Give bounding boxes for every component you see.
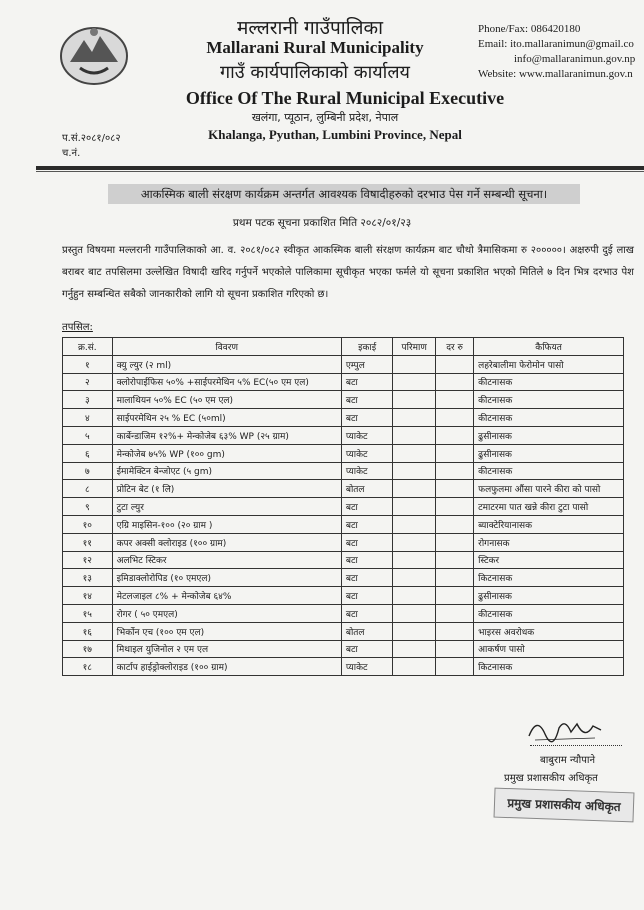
cell-quantity — [393, 462, 435, 480]
cell-description: मेन्कोजेब ७५% WP (१०० gm) — [112, 444, 341, 462]
cell-sn: ११ — [63, 533, 113, 551]
cell-description: साईपरमेथिन २५ % EC (५०ml) — [112, 409, 341, 427]
reference-block — [62, 131, 121, 161]
cell-quantity — [393, 444, 435, 462]
cell-rate — [435, 515, 473, 533]
cell-unit: बटा — [341, 640, 393, 658]
table-row — [63, 409, 624, 427]
cell-remarks: कीटनासक — [474, 462, 624, 480]
emblem-icon — [58, 22, 130, 86]
cell-sn: ३ — [63, 391, 113, 409]
cell-rate — [435, 658, 473, 676]
col-remarks: कैफियत — [474, 338, 624, 356]
cell-sn: १३ — [63, 569, 113, 587]
cell-description: ईमामेक्टिन बेन्जोएट (५ gm) — [112, 462, 341, 480]
publish-date: प्रथम पटक सूचना प्रकाशित मिति २०८२/०१/२३ — [232, 217, 412, 229]
col-quantity: परिमाण — [393, 338, 435, 356]
header-divider-thin — [36, 171, 644, 172]
cell-quantity — [393, 409, 435, 427]
address-np: खलंगा, प्यूठान, लुम्बिनी प्रदेश, नेपाल — [251, 111, 399, 124]
official-stamp: प्रमुख प्रशासकीय अधिकृत — [494, 788, 635, 823]
cell-rate — [435, 480, 473, 498]
cell-rate — [435, 604, 473, 622]
cell-sn: ७ — [63, 462, 113, 480]
cell-description: अलभिट स्टिकर — [112, 551, 341, 569]
cell-description: टुटा ल्युर — [112, 498, 341, 516]
cell-sn: १७ — [63, 640, 113, 658]
cell-quantity — [393, 515, 435, 533]
cell-description: मालाथियन ५०% EC (५० एम एल) — [112, 391, 341, 409]
address-en: Khalanga, Pyuthan, Lumbini Province, Nepal — [208, 127, 462, 142]
cell-unit: बटा — [341, 391, 393, 409]
table-row — [63, 426, 624, 444]
cell-rate — [435, 551, 473, 569]
cell-rate — [435, 640, 473, 658]
cell-sn: ८ — [63, 480, 113, 498]
cell-quantity — [393, 355, 435, 373]
cell-quantity — [393, 373, 435, 391]
cell-description: मिथाइल युजिनोल २ एम एल — [112, 640, 341, 658]
municipality-name-np: मल्लरानी गाउँपालिका — [236, 17, 384, 39]
cell-quantity — [393, 658, 435, 676]
cell-sn: २ — [63, 373, 113, 391]
table-row — [63, 658, 624, 676]
cell-rate — [435, 409, 473, 427]
cell-unit: बटा — [341, 551, 393, 569]
cell-unit: एम्पुल — [341, 355, 393, 373]
table-row — [63, 444, 624, 462]
table-row — [63, 640, 624, 658]
table-row — [63, 533, 624, 551]
cell-quantity — [393, 551, 435, 569]
cell-remarks: फलफुलमा औंसा पारने कीरा को पासो — [474, 480, 624, 498]
cell-rate — [435, 587, 473, 605]
website: Website: www.mallaranimun.gov.n — [478, 68, 633, 80]
cell-remarks: भाइरस अवरोधक — [474, 622, 624, 640]
cell-quantity — [393, 622, 435, 640]
table-header-row — [63, 338, 624, 356]
table-row — [63, 551, 624, 569]
col-description: विवरण — [112, 338, 341, 356]
contact-block — [478, 22, 635, 82]
notice-subject: आकस्मिक बाली संरक्षण कार्यक्रम अन्तर्गत आवश्यक विषादीहरुको दरभाउ पेस गर्ने सम्बन्धी सूचना। — [108, 184, 580, 204]
municipality-name-en: Mallarani Rural Municipality — [206, 38, 424, 57]
cell-remarks: कीटनासक — [474, 604, 624, 622]
cell-remarks: ढुसीनासक — [474, 444, 624, 462]
cell-quantity — [393, 426, 435, 444]
header-divider — [36, 166, 644, 170]
cell-description: एग्रि माइसिन-१०० (२० ग्राम ) — [112, 515, 341, 533]
cell-rate — [435, 498, 473, 516]
cell-description: कपर अक्सी क्लोराइड (१०० ग्राम) — [112, 533, 341, 551]
table-row — [63, 373, 624, 391]
cell-remarks: किटनासक — [474, 569, 624, 587]
col-unit: इकाई — [341, 338, 393, 356]
cell-quantity — [393, 587, 435, 605]
cell-rate — [435, 622, 473, 640]
cell-rate — [435, 444, 473, 462]
cell-description: क्यु ल्युर (२ ml) — [112, 355, 341, 373]
table-row — [63, 462, 624, 480]
cell-quantity — [393, 480, 435, 498]
cell-rate — [435, 355, 473, 373]
cell-remarks: कीटनासक — [474, 391, 624, 409]
cell-unit: बोतल — [341, 480, 393, 498]
cell-remarks: स्टिकर — [474, 551, 624, 569]
cell-sn: १८ — [63, 658, 113, 676]
cell-unit: बटा — [341, 587, 393, 605]
cell-unit: प्याकेट — [341, 462, 393, 480]
table-row — [63, 622, 624, 640]
cell-remarks: लहरेबालीमा फेरोमोन पासो — [474, 355, 624, 373]
cell-description: इमिडाक्लोरोपिड (१० एमएल) — [112, 569, 341, 587]
cell-unit: बटा — [341, 373, 393, 391]
cell-rate — [435, 569, 473, 587]
cell-unit: प्याकेट — [341, 444, 393, 462]
cell-description: क्लोरोपाईफिस ५०% +साईपरमेथिन ५% EC(५० एम एल) — [112, 373, 341, 391]
table-row — [63, 515, 624, 533]
signature-line — [530, 745, 622, 746]
cell-unit: बटा — [341, 515, 393, 533]
signature-mark — [525, 710, 605, 746]
cell-remarks: ढुसीनासक — [474, 426, 624, 444]
cell-sn: १० — [63, 515, 113, 533]
notice-body: प्रस्तुत विषयमा मल्लरानी गाउँपालिकाको आ. व. २०८१/०८२ स्वीकृत आकस्मिक बाली संरक्षण कार्यक्रम बाट चौथो त्रैमासिकमा रु २०००००। अक्षरुपी दुई लाख बराबर बाट तपसिलमा उल्लेखित विषादी खरिद गर्नुपर्ने भएकोले पालिकामा सूचीकृत भएका फर्मले यो सूचना प्रकाशित भएको मितिले ७ दिन भित्र दरभाउ पेश गर्नुहुन सम्बन्धित सबैको जानकारीको लागि यो सूचना प्रकाशित गरिएको छ। — [62, 245, 634, 300]
cell-description: रोगर ( ५० एमएल) — [112, 604, 341, 622]
cell-remarks: कीटनासक — [474, 373, 624, 391]
cell-quantity — [393, 569, 435, 587]
items-table — [62, 337, 624, 676]
col-rate: दर रु — [435, 338, 473, 356]
table-row — [63, 587, 624, 605]
phone-fax: Phone/Fax: 086420180 — [478, 23, 581, 35]
cell-sn: १४ — [63, 587, 113, 605]
cell-unit: बोतल — [341, 622, 393, 640]
signatory-title: प्रमुख प्रशासकीय अधिकृत — [504, 773, 598, 784]
cell-description: प्रोटिन बेट (१ लि) — [112, 480, 341, 498]
table-body — [63, 355, 624, 675]
letter-number: प.सं.२०८१/०८२ — [62, 133, 121, 144]
cell-sn: १६ — [63, 622, 113, 640]
cell-sn: ६ — [63, 444, 113, 462]
cell-quantity — [393, 391, 435, 409]
cell-remarks: कीटनासक — [474, 409, 624, 427]
cell-remarks: ब्याक्टेरियानासक — [474, 515, 624, 533]
cell-unit: बटा — [341, 569, 393, 587]
cell-rate — [435, 462, 473, 480]
email-1: Email: ito.mallaranimun@gmail.co — [478, 38, 634, 50]
cell-remarks: किटनासक — [474, 658, 624, 676]
cell-rate — [435, 391, 473, 409]
col-sn: क्र.सं. — [63, 338, 113, 356]
cell-remarks: ढुसीनासक — [474, 587, 624, 605]
email-2: info@mallaranimun.gov.np — [514, 53, 636, 65]
cell-remarks: आकर्षण पासो — [474, 640, 624, 658]
cell-sn: १५ — [63, 604, 113, 622]
cell-quantity — [393, 604, 435, 622]
office-name-np: गाउँ कार्यपालिकाको कार्यालय — [220, 62, 410, 83]
cell-description: भिर्कोन एच (१०० एम एल) — [112, 622, 341, 640]
table-row — [63, 480, 624, 498]
cell-unit: प्याकेट — [341, 658, 393, 676]
cell-unit: प्याकेट — [341, 426, 393, 444]
cell-quantity — [393, 640, 435, 658]
signatory-name: बाबुराम न्यौपाने — [540, 755, 596, 766]
cell-remarks: टमाटरमा पात खन्ने कीरा टुटा पासो — [474, 498, 624, 516]
cell-rate — [435, 533, 473, 551]
cell-remarks: रोगनासक — [474, 533, 624, 551]
cell-sn: ९ — [63, 498, 113, 516]
table-row — [63, 391, 624, 409]
table-row — [63, 355, 624, 373]
cell-description: कार्टाप हाईड्रोक्लोराइड (१०० ग्राम) — [112, 658, 341, 676]
cell-sn: ४ — [63, 409, 113, 427]
cell-quantity — [393, 498, 435, 516]
cell-unit: बटा — [341, 533, 393, 551]
cell-sn: १ — [63, 355, 113, 373]
table-row — [63, 604, 624, 622]
dispatch-number: च.नं. — [62, 148, 81, 159]
office-name-en: Office Of The Rural Municipal Executive — [185, 88, 505, 108]
cell-unit: बटा — [341, 498, 393, 516]
cell-quantity — [393, 533, 435, 551]
details-label: तपसिल: — [62, 322, 93, 333]
cell-unit: बटा — [341, 604, 393, 622]
table-row — [63, 569, 624, 587]
table-row — [63, 498, 624, 516]
cell-rate — [435, 373, 473, 391]
cell-description: मेटलजाइल ८% + मेन्कोजेब ६४% — [112, 587, 341, 605]
cell-rate — [435, 426, 473, 444]
cell-description: कार्बेन्डाजिम १२%+ मेन्कोजेब ६३% WP (२५ ग्राम) — [112, 426, 341, 444]
cell-unit: बटा — [341, 409, 393, 427]
cell-sn: १२ — [63, 551, 113, 569]
cell-sn: ५ — [63, 426, 113, 444]
